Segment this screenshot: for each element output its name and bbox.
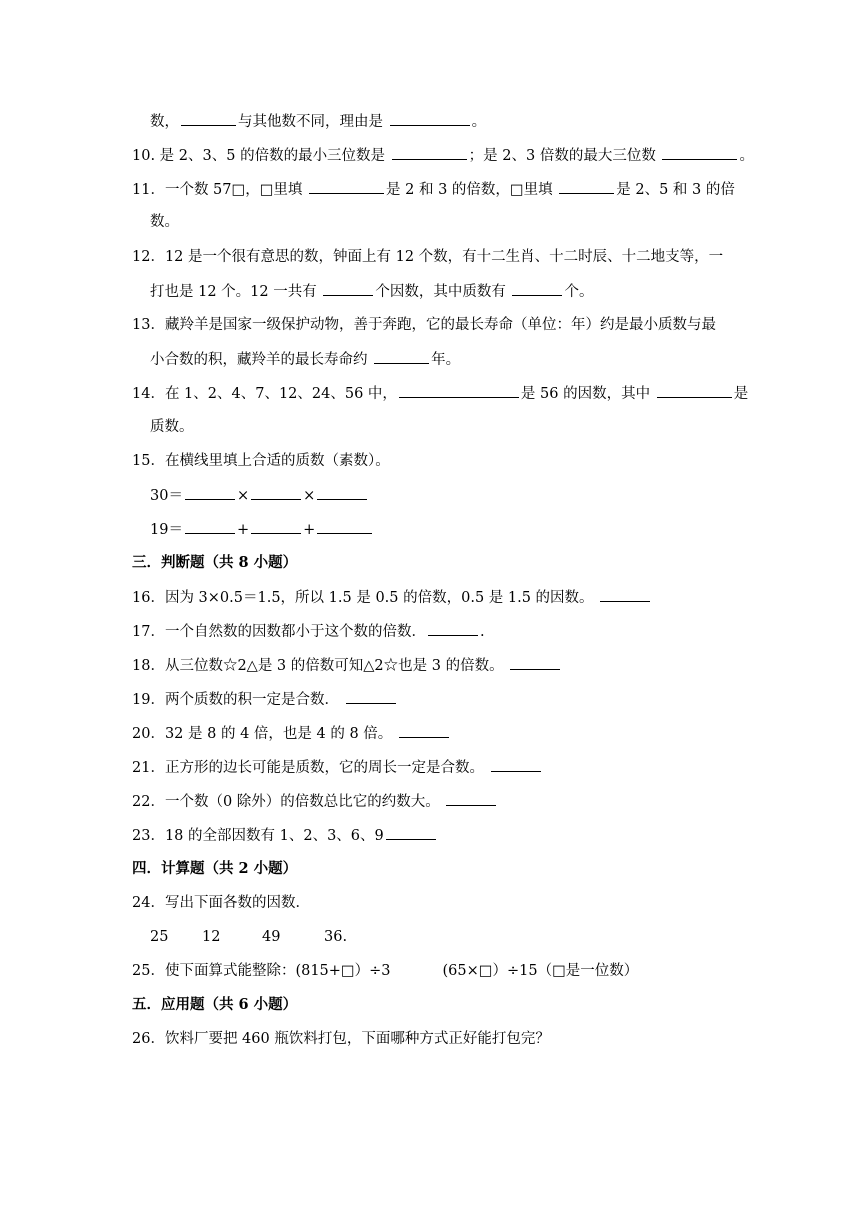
question-15-row-2: 19＝ + + [150, 519, 750, 540]
question-11: 11．一个数 57□，□里填 是 2 和 3 的倍数，□里填 是 2、5 和 3 的倍 [132, 179, 732, 200]
number-item: 49 [262, 929, 281, 945]
answer-blank[interactable] [491, 757, 541, 772]
question-24-numbers [150, 927, 750, 947]
section-5-heading: 五．应用题（共 6 小题） [132, 996, 298, 1013]
answer-blank[interactable] [512, 281, 562, 296]
question-14-continuation: 质数。 [150, 419, 194, 435]
question-25: 25．使下面算式能整除：(815+□）÷3 (65×□）÷15（□是一位数） [132, 963, 639, 979]
answer-blank[interactable] [374, 349, 429, 364]
answer-blank[interactable] [392, 145, 467, 160]
section-3-heading: 三．判断题（共 8 小题） [132, 554, 298, 571]
answer-blank[interactable] [446, 791, 496, 806]
question-12: 12．12 是一个很有意思的数，钟面上有 12 个数，有十二生肖、十二时辰、十二地支等，一 [132, 249, 724, 265]
q9-continuation: 数， 与其他数不同，理由是 。 [150, 111, 750, 132]
answer-blank[interactable] [600, 587, 650, 602]
question-19: 19．两个质数的积一定是合数． [132, 689, 732, 710]
section-4-heading: 四．计算题（共 2 小题） [132, 860, 298, 877]
question-18: 18．从三位数☆2△是 3 的倍数可知△2☆也是 3 的倍数。 [132, 655, 732, 676]
number-item: 12 [202, 929, 221, 945]
question-26: 26．饮料厂要把 460 瓶饮料打包，下面哪种方式正好能打包完？ [132, 1031, 550, 1047]
question-16: 16．因为 3×0.5＝1.5，所以 1.5 是 0.5 的倍数，0.5 是 1.5 的因数。 [132, 587, 732, 608]
question-21: 21．正方形的边长可能是质数，它的周长一定是合数。 [132, 757, 732, 778]
answer-blank[interactable] [181, 111, 236, 126]
question-13: 13．藏羚羊是国家一级保护动物，善于奔跑，它的最长寿命（单位：年）约是最小质数与最 [132, 317, 716, 333]
answer-blank[interactable] [317, 519, 372, 534]
question-14: 14．在 1、2、4、7、12、24、56 中， 是 56 的因数，其中 是 [132, 383, 732, 404]
question-15: 15．在横线里填上合适的质数（素数）。 [132, 453, 390, 469]
answer-blank[interactable] [309, 179, 384, 194]
question-24: 24．写出下面各数的因数． [132, 895, 310, 911]
answer-blank[interactable] [323, 281, 373, 296]
answer-blank[interactable] [185, 519, 235, 534]
question-15-row-1: 30＝ × × [150, 485, 750, 506]
number-item: 25 [150, 929, 169, 945]
question-13-continuation: 小合数的积，藏羚羊的最长寿命约 年。 [150, 349, 750, 370]
answer-blank[interactable] [510, 655, 560, 670]
answer-blank[interactable] [559, 179, 614, 194]
question-23: 23．18 的全部因数有 1、2、3、6、9 [132, 825, 732, 846]
question-20: 20．32 是 8 的 4 倍，也是 4 的 8 倍。 [132, 723, 732, 744]
answer-blank[interactable] [390, 111, 470, 126]
answer-blank[interactable] [428, 621, 478, 636]
answer-blank[interactable] [251, 519, 301, 534]
answer-blank[interactable] [251, 485, 301, 500]
answer-blank[interactable] [386, 825, 436, 840]
number-item: 36. [324, 929, 348, 945]
question-22: 22．一个数（0 除外）的倍数总比它的约数大。 [132, 791, 732, 812]
question-17: 17．一个自然数的因数都小于这个数的倍数． . [132, 621, 732, 642]
question-10: 10. 是 2、3、5 的倍数的最小三位数是 ；是 2、3 倍数的最大三位数 。 [132, 145, 732, 166]
answer-blank[interactable] [185, 485, 235, 500]
answer-blank[interactable] [657, 383, 732, 398]
answer-blank[interactable] [399, 723, 449, 738]
question-12-continuation: 打也是 12 个。12 一共有 个因数，其中质数有 个。 [150, 281, 750, 302]
question-11-continuation: 数。 [150, 214, 179, 230]
answer-blank[interactable] [317, 485, 367, 500]
answer-blank[interactable] [662, 145, 737, 160]
answer-blank[interactable] [346, 689, 396, 704]
answer-blank[interactable] [399, 383, 519, 398]
